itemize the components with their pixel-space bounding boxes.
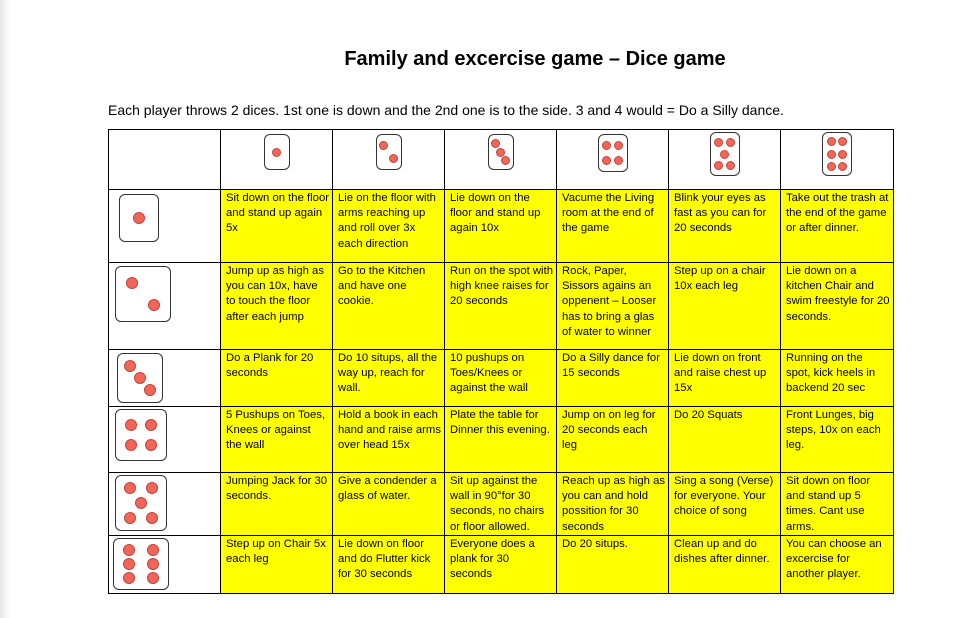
activity-cell: Lie down on the floor and stand up again 10x <box>445 190 557 263</box>
activity-cell: Do 20 situps. <box>557 535 669 593</box>
activity-cell: Reach up as high as you can and hold possition for 30 seconds <box>557 473 669 536</box>
die-two-icon <box>115 266 171 322</box>
die-two-icon <box>376 134 402 170</box>
activity-cell: Everyone does a plank for 30 seconds <box>445 535 557 593</box>
row-header-die-one <box>109 190 221 263</box>
die-pip <box>144 384 156 396</box>
die-pip <box>714 161 723 170</box>
die-pip <box>123 572 135 584</box>
table-row <box>109 535 894 593</box>
activity-cell: Go to the Kitchen and have one cookie. <box>333 263 445 350</box>
activity-cell: Blink your eyes as fast as you can for 20 seconds <box>669 190 781 263</box>
die-pip <box>827 162 836 171</box>
die-pip <box>491 139 500 148</box>
die-pip <box>379 141 388 150</box>
table-row <box>109 407 894 473</box>
die-pip <box>838 162 847 171</box>
die-pip <box>827 137 836 146</box>
die-pip <box>147 544 159 556</box>
activity-cell: Lie down on a kitchen Chair and swim freestyle for 20 seconds. <box>781 263 894 350</box>
die-pip <box>614 141 623 150</box>
die-five-icon <box>115 475 167 531</box>
die-pip <box>134 372 146 384</box>
activity-cell: Sit down on floor and stand up 5 times. Cant use arms. <box>781 473 894 536</box>
activity-cell: You can choose an excercise for another player. <box>781 535 894 593</box>
die-four-icon <box>598 134 628 172</box>
activity-cell: 5 Pushups on Toes, Knees or against the wall <box>221 407 333 473</box>
activity-cell: Sing a song (Verse) for everyone. Your choice of song <box>669 473 781 536</box>
die-pip <box>125 439 137 451</box>
die-pip <box>389 154 398 163</box>
activity-cell: Do 20 Squats <box>669 407 781 473</box>
activity-cell: Do 10 situps, all the way up, reach for wall. <box>333 350 445 407</box>
corner-cell <box>109 130 221 190</box>
die-pip <box>147 572 159 584</box>
die-pip <box>135 497 147 509</box>
activity-cell: Running on the spot, kick heels in backend 20 sec <box>781 350 894 407</box>
dice-game-table <box>108 129 894 594</box>
table-row <box>109 350 894 407</box>
die-pip <box>124 360 136 372</box>
activity-cell: Give a condender a glass of water. <box>333 473 445 536</box>
activity-cell: Rock, Paper, Sissors agains an oppenent – Looser has to bring a glas of water to winner <box>557 263 669 350</box>
row-header-die-six <box>109 535 221 593</box>
die-pip <box>827 150 836 159</box>
activity-cell: Jump up as high as you can 10x, have to touch the floor after each jump <box>221 263 333 350</box>
row-header-die-four <box>109 407 221 473</box>
page-edge <box>0 0 10 618</box>
die-pip <box>501 156 510 165</box>
activity-cell: Sit down on the floor and stand up again 5x <box>221 190 333 263</box>
activity-cell: Jumping Jack for 30 seconds. <box>221 473 333 536</box>
activity-cell: Sit up against the wall in 90°for 30 seconds, no chairs or floor allowed. <box>445 473 557 536</box>
column-header-die-six <box>781 130 894 190</box>
die-pip <box>838 137 847 146</box>
activity-cell: Vacume the Living room at the end of the game <box>557 190 669 263</box>
die-pip <box>124 482 136 494</box>
die-pip <box>602 141 611 150</box>
die-six-icon <box>822 132 852 176</box>
page-title: Family and excercise game – Dice game <box>344 48 726 70</box>
die-pip <box>726 138 735 147</box>
activity-cell: Step up on Chair 5x each leg <box>221 535 333 593</box>
activity-cell: Run on the spot with high knee raises for 20 seconds <box>445 263 557 350</box>
die-pip <box>714 138 723 147</box>
die-pip <box>146 482 158 494</box>
die-pip <box>272 148 281 157</box>
column-header-die-four <box>557 130 669 190</box>
header-row <box>109 130 894 190</box>
column-header-die-one <box>221 130 333 190</box>
activity-cell: Do a Plank for 20 seconds <box>221 350 333 407</box>
die-pip <box>123 558 135 570</box>
activity-cell: Lie on the floor with arms reaching up and roll over 3x each direction <box>333 190 445 263</box>
column-header-die-five <box>669 130 781 190</box>
die-pip <box>124 512 136 524</box>
activity-cell: 10 pushups on Toes/Knees or against the wall <box>445 350 557 407</box>
row-header-die-two <box>109 263 221 350</box>
table-row <box>109 263 894 350</box>
die-three-icon <box>488 134 514 170</box>
die-three-icon <box>117 353 163 403</box>
column-header-die-three <box>445 130 557 190</box>
activity-cell: Lie down on floor and do Flutter kick for 30 seconds <box>333 535 445 593</box>
die-pip <box>726 161 735 170</box>
die-pip <box>125 419 137 431</box>
die-pip <box>146 512 158 524</box>
die-pip <box>838 150 847 159</box>
table-row <box>109 190 894 263</box>
activity-cell: Step up on a chair 10x each leg <box>669 263 781 350</box>
die-pip <box>147 558 159 570</box>
row-header-die-five <box>109 473 221 536</box>
die-pip <box>126 277 138 289</box>
die-one-icon <box>119 194 159 242</box>
die-five-icon <box>710 132 740 176</box>
die-pip <box>133 212 145 224</box>
die-pip <box>720 150 729 159</box>
die-pip <box>148 299 160 311</box>
die-pip <box>145 419 157 431</box>
die-pip <box>614 156 623 165</box>
instructions: Each player throws 2 dices. 1st one is down and the 2nd one is to the side. 3 and 4 would = Do a Silly dance. <box>108 102 784 118</box>
activity-cell: Lie down on front and raise chest up 15x <box>669 350 781 407</box>
die-pip <box>602 156 611 165</box>
die-four-icon <box>115 409 167 461</box>
column-header-die-two <box>333 130 445 190</box>
die-pip <box>123 544 135 556</box>
activity-cell: Clean up and do dishes after dinner. <box>669 535 781 593</box>
activity-cell: Take out the trash at the end of the game or after dinner. <box>781 190 894 263</box>
activity-cell: Do a Silly dance for 15 seconds <box>557 350 669 407</box>
table-row <box>109 473 894 536</box>
activity-cell: Plate the table for Dinner this evening. <box>445 407 557 473</box>
activity-cell: Jump on on leg for 20 seconds each leg <box>557 407 669 473</box>
die-pip <box>145 439 157 451</box>
die-one-icon <box>264 134 290 170</box>
activity-cell: Front Lunges, big steps, 10x on each leg. <box>781 407 894 473</box>
row-header-die-three <box>109 350 221 407</box>
activity-cell: Hold a book in each hand and raise arms over head 15x <box>333 407 445 473</box>
die-six-icon <box>113 538 169 590</box>
